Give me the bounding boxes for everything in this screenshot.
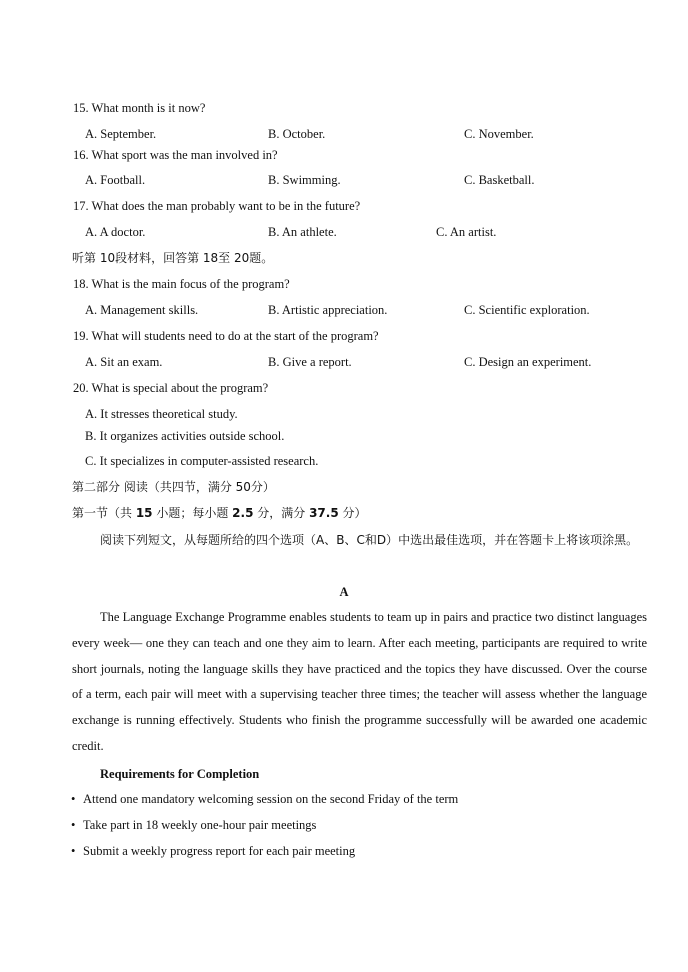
option-letter: B. (268, 303, 280, 317)
option-letter: A. (85, 407, 98, 421)
option-letter: B. (268, 225, 280, 239)
option-16-c (464, 172, 534, 188)
option-16-b (268, 172, 341, 188)
question-text: What is special about the program? (91, 381, 269, 395)
option-text: An artist. (449, 225, 497, 239)
option-letter: A. (85, 303, 98, 317)
option-18-b (268, 302, 387, 318)
part-title: 第二部分 阅读（共四节，满分 50分） (72, 480, 275, 494)
requirements-title: Requirements for Completion (100, 767, 260, 781)
section-title-text: 第一节（共 (72, 506, 136, 520)
option-letter: C. (464, 355, 476, 369)
question-number: 16. (73, 148, 89, 162)
option-20-c (85, 453, 318, 469)
requirement-item (71, 844, 355, 859)
option-15-c (464, 126, 534, 142)
question-number: 17. (73, 199, 89, 213)
option-text: It organizes activities outside school. (99, 429, 285, 443)
question-19 (73, 328, 379, 344)
option-19-c (464, 354, 591, 370)
option-letter: C. (464, 127, 476, 141)
option-letter: A. (85, 127, 98, 141)
reading-instructions: 阅读下列短文，从每题所给的四个选项（A、B、C和D）中选出最佳选项，并在答题卡上将该项涂黑。 (100, 533, 639, 547)
option-letter: B. (268, 127, 280, 141)
option-text: It specializes in computer-assisted research. (99, 454, 319, 468)
question-number: 20. (73, 381, 89, 395)
option-text: Football. (100, 173, 146, 187)
option-text: It stresses theoretical study. (100, 407, 238, 421)
option-15-b (268, 126, 325, 142)
option-letter: B. (85, 429, 97, 443)
option-16-a (85, 172, 145, 188)
question-17 (73, 198, 360, 214)
question-count: 15 (135, 506, 153, 520)
option-text: Management skills. (100, 303, 199, 317)
bullet-icon: • (71, 818, 76, 832)
option-18-a (85, 302, 198, 318)
question-text: What will students need to do at the start of the program? (91, 329, 379, 343)
question-text: What does the man probably want to be in the future? (91, 199, 361, 213)
option-text: Design an experiment. (478, 355, 592, 369)
option-text: Sit an exam. (100, 355, 163, 369)
points-each: 2.5 (232, 506, 254, 520)
question-16 (73, 147, 278, 163)
option-letter: C. (85, 454, 97, 468)
question-20 (73, 380, 268, 396)
option-19-b (268, 354, 352, 370)
question-18 (73, 276, 290, 292)
question-number: 19. (73, 329, 89, 343)
requirement-text: Take part in 18 weekly one-hour pair meetings (83, 818, 317, 832)
option-text: A doctor. (99, 225, 146, 239)
section-title-text: 分，满分 (253, 506, 310, 520)
option-15-a (85, 126, 156, 142)
option-20-a (85, 406, 238, 422)
passage-heading: A (339, 585, 349, 599)
question-text: What sport was the man involved in? (91, 148, 278, 162)
option-letter: C. (464, 303, 476, 317)
option-text: An athlete. (281, 225, 337, 239)
bullet-icon: • (71, 844, 76, 858)
option-18-c (464, 302, 590, 318)
requirement-text: Submit a weekly progress report for each pair meeting (83, 844, 356, 858)
bullet-icon: • (71, 792, 76, 806)
passage-text: The Language Exchange Programme enables students to team up in pairs and practice two distinct languages every week— one they can teach and one they aim to learn. After each meeting, participants are required to write short journals, noting the language skills they have practiced and the topics they have discussed. Over the course of a term, each pair will meet with a supervising teacher three times; the teacher will assess whether the language exchange is running effectively. Students who finish the programme successfully will be awarded one academic credit. (72, 610, 647, 753)
option-text: November. (478, 127, 534, 141)
option-text: Swimming. (282, 173, 341, 187)
option-text: September. (100, 127, 157, 141)
question-text: What month is it now? (91, 101, 206, 115)
option-20-b (85, 428, 284, 444)
requirement-item (71, 792, 458, 807)
option-17-c (436, 224, 496, 240)
option-letter: B. (268, 173, 280, 187)
question-text: What is the main focus of the program? (91, 277, 290, 291)
option-text: Artistic appreciation. (281, 303, 388, 317)
section-title-text: 分） (338, 506, 367, 520)
option-letter: A. (85, 355, 98, 369)
option-letter: A. (85, 225, 98, 239)
option-letter: A. (85, 173, 98, 187)
question-15 (73, 100, 205, 116)
option-text: October. (282, 127, 326, 141)
section-note: 听第 10段材料，回答第 18至 20题。 (72, 251, 274, 265)
option-letter: C. (464, 173, 476, 187)
points-total: 37.5 (309, 506, 339, 520)
option-text: Basketball. (478, 173, 535, 187)
requirement-text: Attend one mandatory welcoming session on the second Friday of the term (83, 792, 459, 806)
question-number: 18. (73, 277, 89, 291)
option-letter: B. (268, 355, 280, 369)
question-number: 15. (73, 101, 89, 115)
option-text: Scientific exploration. (478, 303, 590, 317)
section-title (72, 505, 367, 521)
section-title-text: 小题；每小题 (152, 506, 233, 520)
option-19-a (85, 354, 162, 370)
option-17-a (85, 224, 145, 240)
requirement-item (71, 818, 316, 833)
option-letter: C. (436, 225, 448, 239)
option-17-b (268, 224, 337, 240)
option-text: Give a report. (282, 355, 352, 369)
